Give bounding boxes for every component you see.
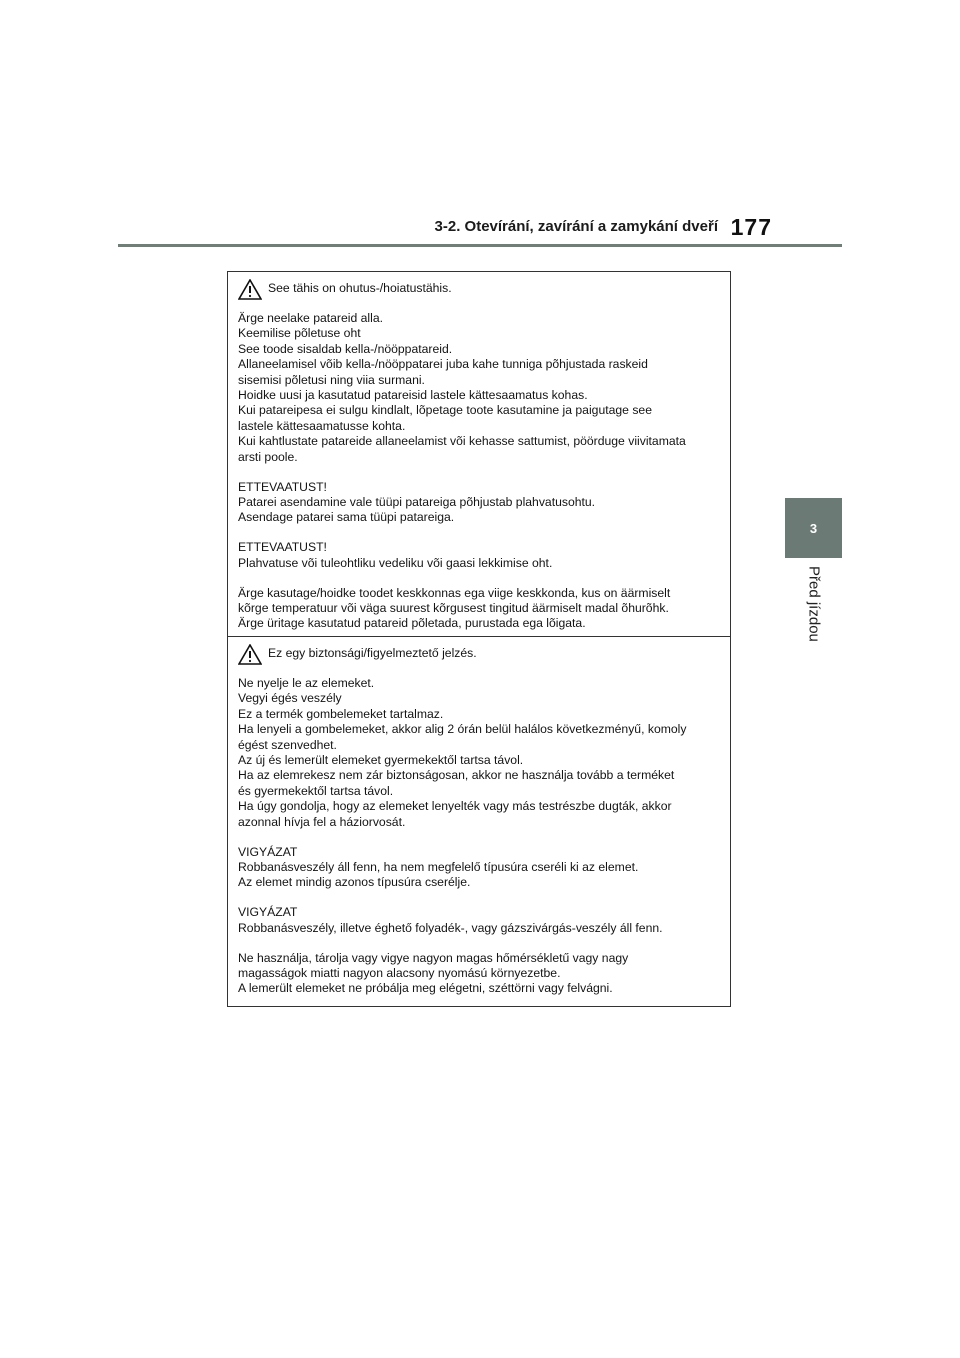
text-line: Ha lenyeli a gombelemeket, akkor alig 2 órán belül halálos következményű, komoly <box>238 722 687 737</box>
text-line: Keemilise põletuse oht <box>238 326 361 341</box>
text-line: A lemerült elemeket ne próbálja meg elégetni, széttörni vagy felvágni. <box>238 981 613 996</box>
chapter-tab <box>785 498 842 558</box>
paragraph <box>238 676 723 830</box>
warning-label: Ez egy biztonsági/figyelmeztető jelzés. <box>268 646 477 661</box>
text-line: Az új és lemerült elemeket gyermekektől tartsa távol. <box>238 753 524 768</box>
warning-line <box>238 643 723 665</box>
section-title: 3-2. Otevírání, zavírání a zamykání dveří <box>434 218 718 235</box>
text-line: ETTEVAATUST! <box>238 540 327 555</box>
warning-triangle-icon <box>238 279 262 300</box>
text-line: Patarei asendamine vale tüüpi patareiga põhjustab plahvatusohtu. <box>238 494 596 509</box>
text-line: Ne nyelje le az elemeket. <box>238 676 375 690</box>
estonian-notice <box>238 278 723 646</box>
text-line: Hoidke uusi ja kasutatud patareisid lastele kättesaamatus kohas. <box>238 388 588 403</box>
text-line: ETTEVAATUST! <box>238 479 327 494</box>
hungarian-notice <box>238 643 723 1011</box>
warning-label: See tähis on ohutus-/hoiatustähis. <box>268 281 452 296</box>
text-line: VIGYÁZAT <box>238 905 298 920</box>
text-line: Asendage patarei sama tüüpi patareiga. <box>238 510 455 525</box>
paragraph <box>238 540 723 571</box>
chapter-side-label <box>786 560 842 660</box>
paragraph <box>238 845 723 891</box>
text-line: magasságok miatti nagyon alacsony nyomású környezetbe. <box>238 966 561 980</box>
text-line: Plahvatuse või tuleohtliku vedeliku või gaasi lekkimise oht. <box>238 555 553 570</box>
text-line: VIGYÁZAT <box>238 844 298 859</box>
text-line: Allaneelamisel võib kella-/nööppatarei juba kahe tunniga põhjustada raskeid <box>238 357 648 372</box>
text-line: kõrge temperatuur või väga suurest kõrgusest tingitud äärmiselt madal õhurõhk. <box>238 601 669 615</box>
paragraph <box>238 311 723 465</box>
paragraph <box>238 586 723 632</box>
text-line: Az elemet mindig azonos típusúra cserélje. <box>238 875 471 890</box>
text-line: Robbanásveszély áll fenn, ha nem megfelelő típusúra cseréli ki az elemet. <box>238 859 639 874</box>
text-line: Kui kahtlustate patareide allaneelamist või kehasse sattumist, pöörduge viivitamata <box>238 434 686 449</box>
text-line: Ärge kasutage/hoidke toodet keskkonnas ega viige keskkonda, kus on äärmiselt <box>238 585 671 600</box>
paragraph <box>238 951 723 997</box>
text-line: Kui patareipesa ei sulgu kindlalt, lõpetage toote kasutamine ja paigutage see <box>238 403 652 418</box>
text-line: See toode sisaldab kella-/nööppatareid. <box>238 341 453 356</box>
text-line: Ez a termék gombelemeket tartalmaz. <box>238 706 444 721</box>
text-line: Robbanásveszély, illetve éghető folyadék-, vagy gázszivárgás-veszély áll fenn. <box>238 920 663 935</box>
page-number: 177 <box>730 214 772 240</box>
text-line: Ärge üritage kasutatud patareid põletada, purustada ega lõigata. <box>238 616 586 631</box>
text-line: Ne használja, tárolja vagy vigye nagyon magas hőmérsékletű vagy nagy <box>238 950 629 965</box>
text-line: és gyermekektől tartsa távol. <box>238 783 394 798</box>
text-line: arsti poole. <box>238 449 298 464</box>
text-line: azonnal hívja fel a háziorvosát. <box>238 814 406 829</box>
header-rule <box>118 244 842 247</box>
chapter-number: 3 <box>809 520 818 536</box>
text-line: sisemisi põletusi ning viia surmani. <box>238 372 425 387</box>
text-line: Ärge neelake patareid alla. <box>238 311 383 325</box>
text-line: Ha az elemrekesz nem zár biztonságosan, akkor ne használja tovább a terméket <box>238 768 675 783</box>
paragraph <box>238 905 723 936</box>
text-line: lastele kättesaamatusse kohta. <box>238 418 406 433</box>
text-line: égést szenvedhet. <box>238 737 337 752</box>
warning-line <box>238 278 723 300</box>
page-header <box>118 214 840 244</box>
warning-triangle-icon <box>238 644 262 665</box>
chapter-title: Před jízdou <box>805 566 823 642</box>
text-line: Vegyi égés veszély <box>238 691 342 706</box>
text-line: Ha úgy gondolja, hogy az elemeket lenyelték vagy más testrészbe dugták, akkor <box>238 799 672 814</box>
paragraph <box>238 480 723 526</box>
